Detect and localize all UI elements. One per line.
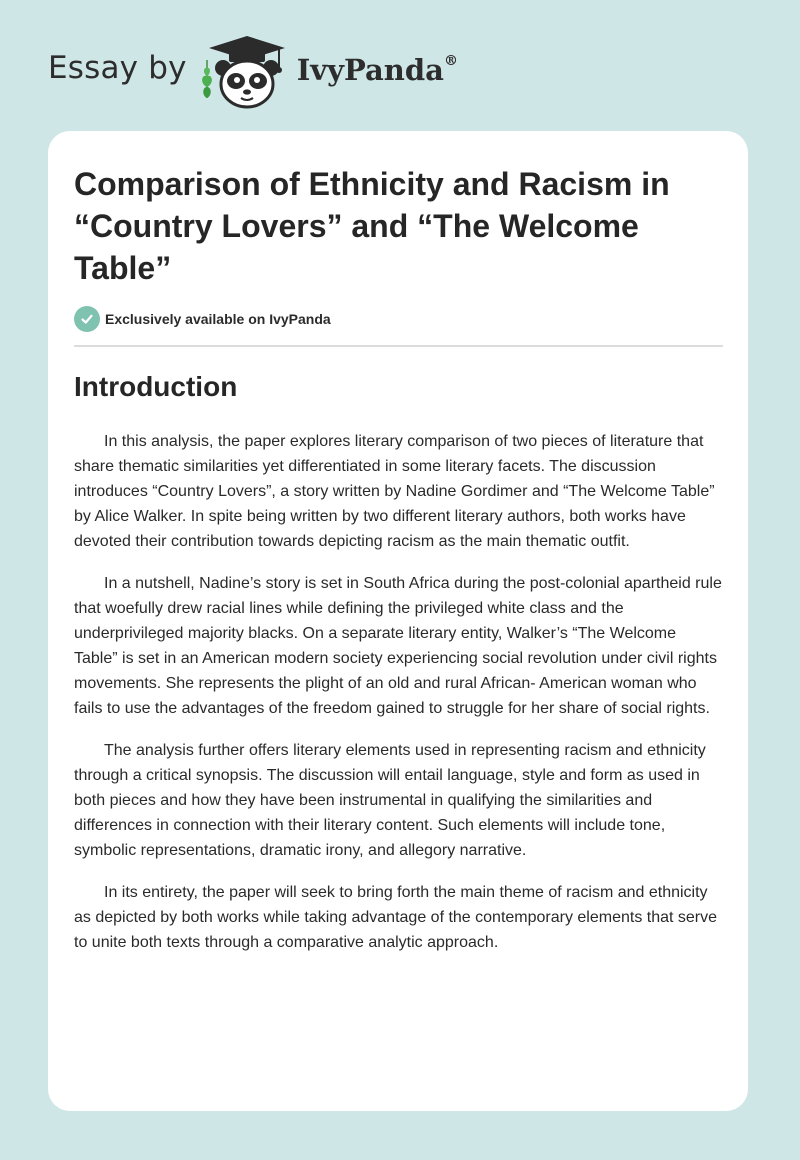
article-body (74, 429, 723, 972)
brand-label: IvyPanda (296, 53, 444, 87)
paragraph: The analysis further offers literary elements used in representing racism and ethnicity through a critical synopsis. The discussion will entail language, style and form as used in both pieces and how they have been instrumental in qualifying the similarities and differences in connection with their literary content. Such elements will include tone, symbolic representations, dramatic irony, and allegory narrative. (74, 742, 706, 859)
section-heading: Introduction (74, 371, 238, 402)
exclusive-badge (74, 306, 331, 332)
site-header (48, 32, 458, 112)
registered-mark: ® (443, 53, 458, 70)
paragraph: In this analysis, the paper explores literary comparison of two pieces of literature that share thematic similarities yet differentiated in some literary facets. The discussion introduces “Country Lovers”, a story written by Nadine Gordimer and “The Welcome Table” by Alice Walker. In spite being written by two different literary authors, both works have devoted their contribution towards depicting racism as the main thematic outfit. (74, 433, 715, 550)
ivy-leaf-icon (202, 60, 212, 98)
check-circle-icon (74, 306, 100, 332)
essay-by-label: Essay by (48, 50, 187, 86)
page-title: Comparison of Ethnicity and Racism in “Country Lovers” and “The Welcome Table” (74, 166, 670, 286)
essay-card (48, 131, 748, 1111)
panda-graduate-logo-icon[interactable] (201, 32, 293, 112)
brand-name[interactable] (297, 53, 458, 87)
paragraph: In a nutshell, Nadine’s story is set in South Africa during the post-colonial apartheid rule that woefully drew racial lines while defining the privileged white class and the underprivileged majority blacks. On a separate literary entity, Walker’s “The Welcome Table” is set in an American modern society experiencing social revolution under civil rights movements. She represents the plight of an old and rural African- American woman who fails to use the advantages of the freedom gained to struggle for her share of social rights. (74, 575, 722, 717)
divider (74, 345, 723, 347)
exclusive-label: Exclusively available on IvyPanda (105, 311, 331, 327)
paragraph: In its entirety, the paper will seek to bring forth the main theme of racism and ethnicity as depicted by both works while taking advantage of the contemporary elements that serve to unite both texts through a comparative analytic approach. (74, 884, 718, 951)
